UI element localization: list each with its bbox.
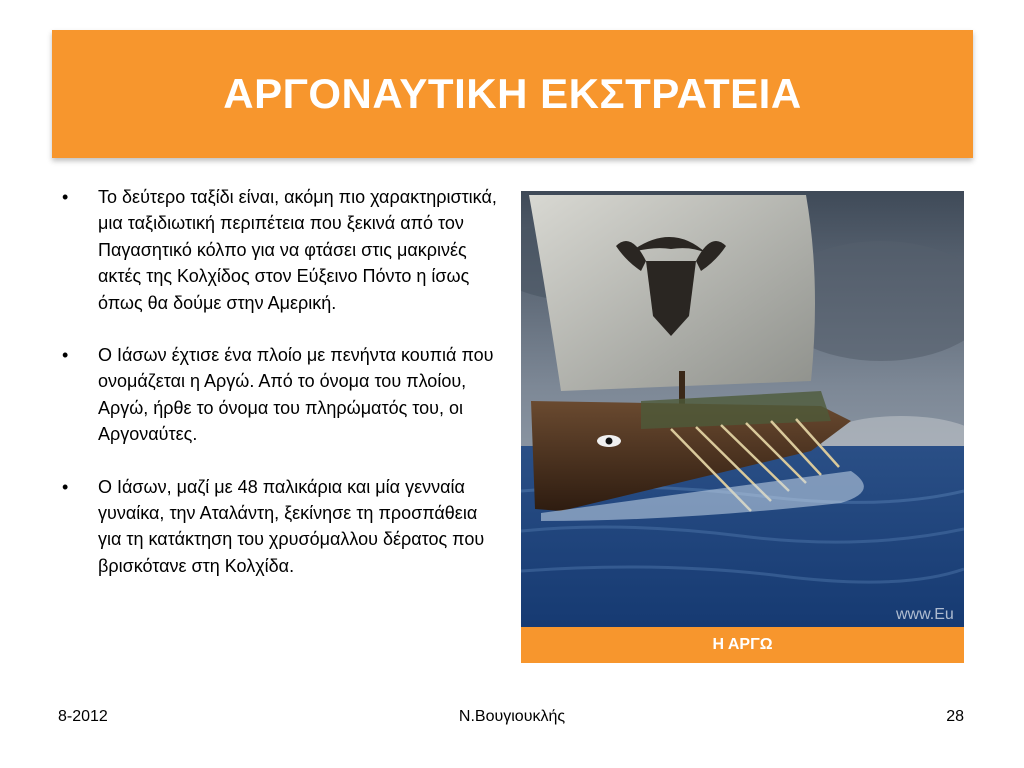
bullet-text: Το δεύτερο ταξίδι είναι, ακόμη πιο χαρακτηριστικά, μια ταξιδιωτική περιπέτεια που ξεκινά από τον Παγασητικό κόλπο για να φτάσει στις μακρινές ακτές της Κολχίδος στον Εύξεινο Πόντο η ίσως όπως θα δούμε στην Αμερική. <box>98 187 497 313</box>
footer-author: Ν.Βουγιουκλής <box>458 708 566 725</box>
watermark-text: www.Eu <box>896 606 954 623</box>
image-caption: Η ΑΡΓΩ <box>712 636 773 653</box>
footer-date: 8-2012 <box>58 708 108 725</box>
bullet-icon: • <box>62 345 69 366</box>
bullet-text: Ο Ιάσων έχτισε ένα πλοίο με πενήντα κουπιά που ονομάζεται η Αργώ. Από το όνομα του πλοίου, Αργώ, ήρθε το όνομα του πληρώματός του, οι Αργοναύτες. <box>98 345 494 445</box>
bullet-icon: • <box>62 476 69 497</box>
bullet-item <box>62 184 502 316</box>
bullet-icon: • <box>62 187 69 207</box>
footer-page-number: 28 <box>946 708 964 725</box>
title-banner <box>52 30 973 158</box>
argo-ship-image <box>521 191 964 627</box>
ship-illustration <box>521 191 964 627</box>
bullet-item <box>62 342 502 448</box>
slide-title: ΑΡΓΟΝΑΥΤΙΚΗ ΕΚΣΤΡΑΤΕΙΑ <box>223 70 802 117</box>
bullet-text: Ο Ιάσων, μαζί με 48 παλικάρια και μία γενναία γυναίκα, την Αταλάντη, ξεκίνησε τη προσπάθεια για τη κατάκτηση του χρυσόμαλλου δέρατος που βρισκότανε στη Κολχίδα. <box>98 476 485 576</box>
bullet-item <box>62 474 502 580</box>
image-caption-bar <box>521 627 964 663</box>
bullet-list <box>62 184 502 605</box>
